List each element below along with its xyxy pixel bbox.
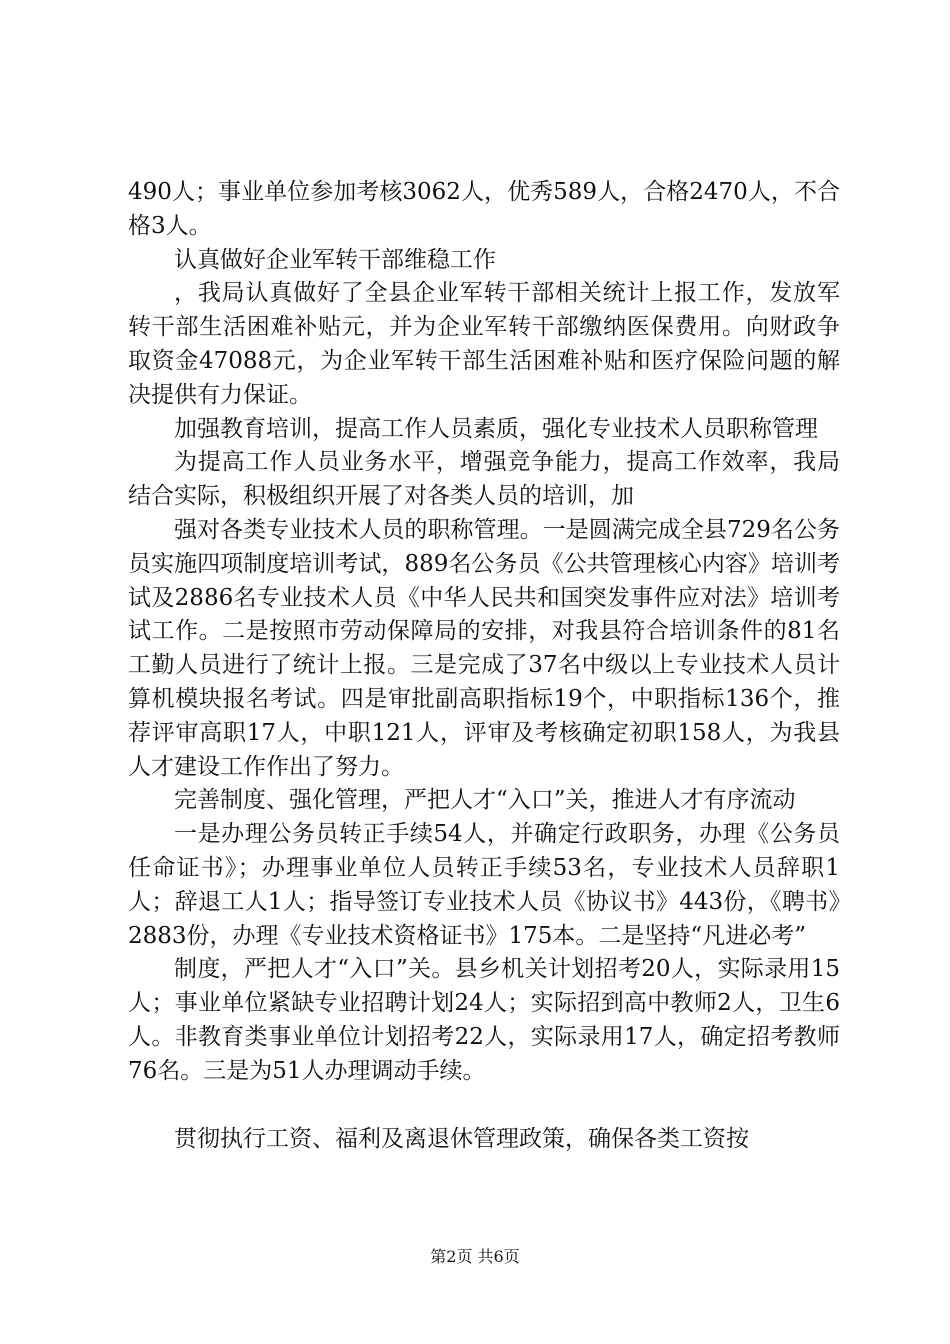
heading-veteran-cadre-stability: 认真做好企业军转干部维稳工作	[174, 246, 496, 273]
page-number-footer: 第2页 共6页	[430, 1247, 520, 1266]
document-body	[128, 176, 840, 1156]
paragraph-veteran-cadre-work: ，我局认真做好了全县企业军转干部相关统计上报工作，发放军转干部生活困难补贴元，并为企业军转干部缴纳医保费用。向财政争取资金47088元，为企业军转干部生活困难补贴和医疗保险问题的解决提供有力保证。	[128, 280, 840, 408]
paragraph-training-intro: 为提高工作人员业务水平，增强竞争能力，提高工作效率，我局结合实际，积极组织开展了对各类人员的培训，加	[128, 449, 840, 510]
heading-talent-flow: 完善制度、强化管理，严把人才“入口”关，推进人才有序流动	[174, 787, 796, 814]
paragraph-title-management: 强对各类专业技术人员的职称管理。一是圆满完成全县729名公务员实施四项制度培训考试，889名公务员《公共管理核心内容》培训考试及2886名专业技术人员《中华人民共和国突发事件应对法》培训考试工作。二是按照市劳动保障局的安排，对我县符合培训条件的81名工勤人员进行了统计上报。三是完成了37名中级以上专业技术人员计算机模块报名考试。四是审批副高职指标19个，中职指标136个，推荐评审高职17人，中职121人，评审及考核确定初职158人，为我县人才建设工作作出了努力。	[128, 516, 840, 780]
paragraph-assessment-results: 490人；事业单位参加考核3062人，优秀589人，合格2470人，不合格3人。	[128, 179, 840, 239]
paragraph-recruitment: 制度，严把人才“入口”关。县乡机关计划招考20人，实际录用15人；事业单位紧缺专业招聘计划24人；实际招到高中教师2人，卫生6人。非教育类事业单位计划招考22人，实际录用17人，确定招考教师76名。三是为51人办理调动手续。	[128, 956, 840, 1084]
heading-education-training: 加强教育培训，提高工作人员素质，强化专业技术人员职称管理	[174, 415, 818, 442]
heading-wage-welfare-policy: 贯彻执行工资、福利及离退休管理政策，确保各类工资按	[174, 1125, 749, 1152]
paragraph-civil-servant-procedures: 一是办理公务员转正手续54人，并确定行政职务，办理《公务员任命证书》；办理事业单位人员转正手续53名，专业技术人员辞职1人；辞退工人1人；指导签订专业技术人员《协议书》443份，《聘书》2883份，办理《专业技术资格证书》175本。二是坚持“凡进必考”	[128, 821, 840, 949]
